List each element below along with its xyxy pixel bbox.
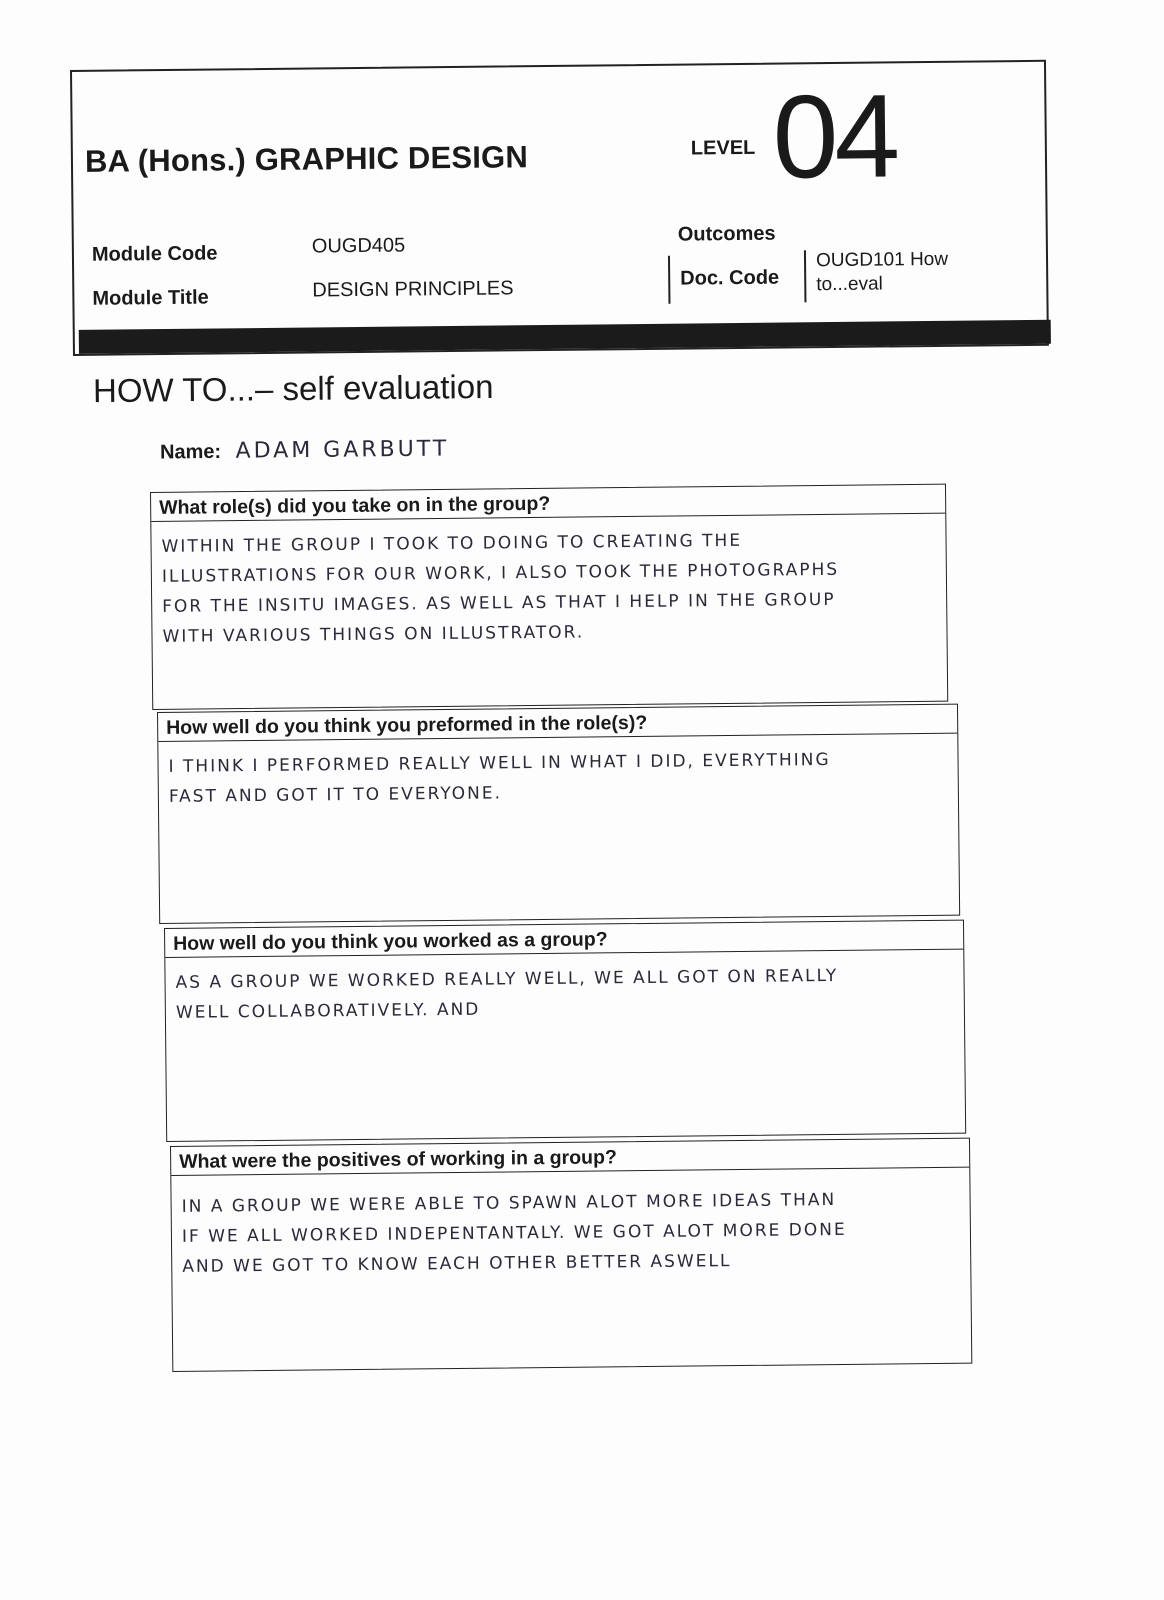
- answer-line: FOR THE INSITU IMAGES. AS WELL AS THAT I HELP IN THE GROUP: [162, 589, 836, 617]
- answer-area: [171, 1168, 970, 1282]
- answer-line: I THINK I PERFORMED REALLY WELL IN WHAT I DID, EVERYTHING: [168, 749, 831, 777]
- page-heading: HOW TO...– self evaluation: [92, 367, 494, 410]
- question-label: What role(s) did you take on in the group?: [151, 485, 945, 522]
- divider-line: [668, 256, 671, 304]
- answer-line: AND WE GOT TO KNOW EACH OTHER BETTER ASWELL: [182, 1251, 732, 1277]
- question-label: How well do you think you worked as a group?: [165, 921, 963, 958]
- doc-code-label: Doc. Code: [680, 266, 780, 290]
- level-label: LEVEL: [690, 136, 756, 160]
- course-title: BA (Hons.) GRAPHIC DESIGN: [84, 139, 529, 179]
- module-code-label: Module Code: [91, 242, 218, 266]
- answer-area: [151, 514, 946, 652]
- answer-line: WELL COLLABORATIVELY. AND: [175, 999, 481, 1023]
- answer-line: WITHIN THE GROUP I TOOK TO DOING TO CREATING THE: [161, 530, 743, 557]
- answer-line: ILLUSTRATIONS FOR OUR WORK, I ALSO TOOK THE PHOTOGRAPHS: [161, 559, 840, 587]
- doc-code-line-1: OUGD101 How: [815, 248, 949, 272]
- name-value: ADAM GARBUTT: [235, 436, 450, 464]
- module-title-label: Module Title: [92, 286, 209, 310]
- answer-line: FAST AND GOT IT TO EVERYONE.: [168, 783, 503, 807]
- header-box: [70, 60, 1049, 356]
- answer-line: IF WE ALL WORKED INDEPENTANTALY. WE GOT ALOT MORE DONE: [181, 1219, 847, 1247]
- outcomes-label: Outcomes: [677, 222, 776, 246]
- header-bar: [79, 320, 1051, 354]
- answer-line: WITH VARIOUS THINGS ON ILLUSTRATOR.: [162, 622, 585, 647]
- module-code-value: OUGD405: [311, 234, 406, 258]
- answer-line: IN A GROUP WE WERE ABLE TO SPAWN ALOT MORE IDEAS THAN: [181, 1190, 837, 1217]
- question-box-performance: [157, 704, 960, 924]
- question-box-positives: [170, 1138, 972, 1372]
- name-row: [160, 436, 450, 464]
- question-box-group-work: [164, 920, 966, 1142]
- question-box-roles: [150, 484, 948, 710]
- answer-area: [165, 950, 964, 1028]
- divider-line: [804, 250, 807, 302]
- doc-code-line-2: to...eval: [816, 273, 883, 296]
- answer-line: AS A GROUP WE WORKED REALLY WELL, WE ALL GOT ON REALLY: [175, 965, 839, 993]
- answer-area: [158, 734, 958, 812]
- question-label: How well do you think you preformed in the role(s)?: [158, 705, 957, 742]
- question-label: What were the positives of working in a group?: [171, 1139, 969, 1176]
- level-number: 04: [772, 70, 897, 204]
- name-label: Name:: [159, 440, 222, 464]
- module-title-value: DESIGN PRINCIPLES: [312, 277, 514, 302]
